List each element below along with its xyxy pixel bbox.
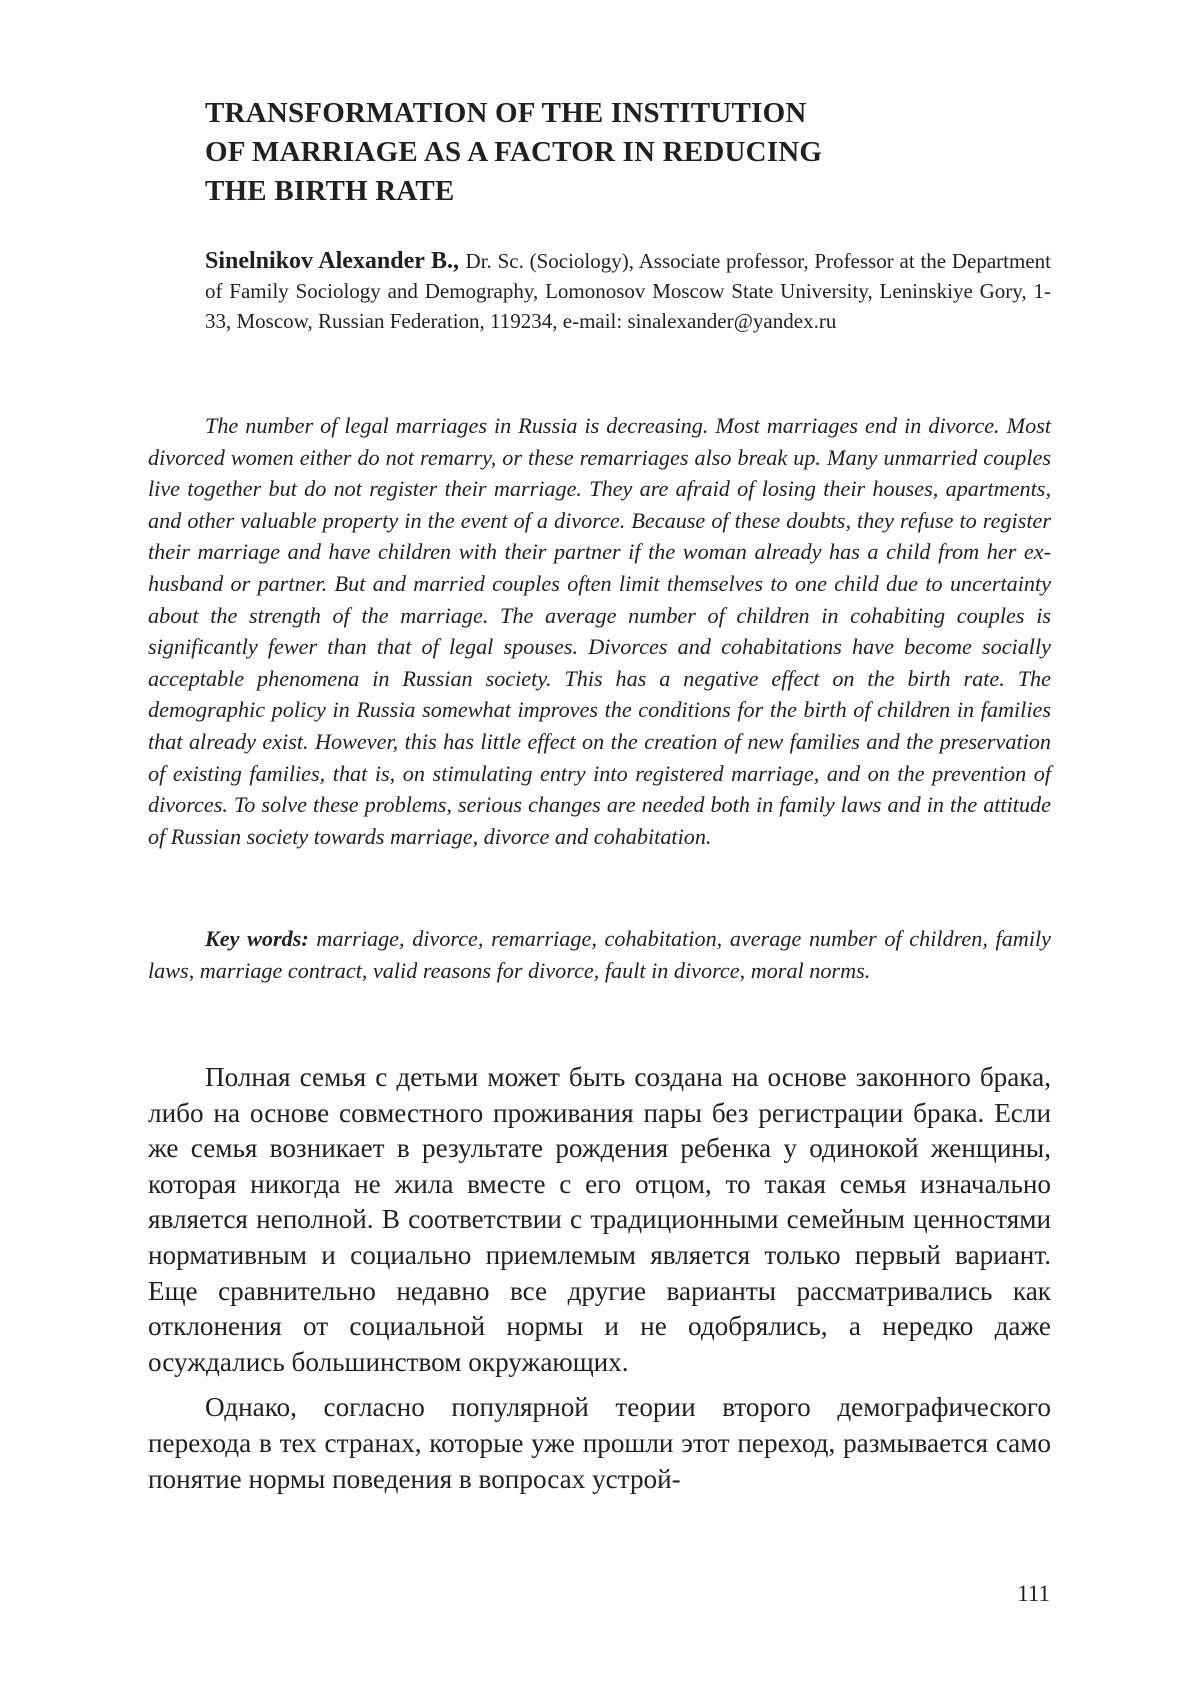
title-line: OF MARRIAGE AS A FACTOR IN REDUCING xyxy=(205,136,823,168)
author-name: Sinelnikov Alexander B., xyxy=(205,248,466,274)
author-block xyxy=(205,246,1051,336)
article-title xyxy=(205,94,985,211)
body-paragraph: Однако, согласно популярной теории второго демографического перехода в тех странах, которые уже прошли этот переход, размывается само понятие нормы поведения в вопросах устрой- xyxy=(148,1392,1051,1494)
keywords-text: marriage, divorce, remarriage, cohabitation, average number of children, family laws, marriage contract, valid reasons for divorce, fault in divorce, moral norms. xyxy=(148,926,1052,983)
abstract: The number of legal marriages in Russia is decreasing. Most marriages end in divorce. Most divorced women either do not remarry, or these remarriages also break up. Many unmarried couples live together but do not register their marriage. They are afraid of losing their houses, apartments, and other valuable property in the event of a divorce. Because of these doubts, they refuse to register their marriage and have children with their partner if the woman already has a child from her ex-husband or partner. But and married couples often limit themselves to one child due to uncertainty about the strength of the marriage. The average number of children in cohabiting couples is significantly fewer than that of legal spouses. Divorces and cohabitations have become socially acceptable phenomena in Russian society. This has a negative effect on the birth rate. The demographic policy in Russia somewhat improves the conditions for the birth of children in families that already exist. However, this has little effect on the creation of new families and the preservation of existing families, that is, on stimulating entry into registered marriage, and on the prevention of divorces. To solve these problems, serious changes are needed both in family laws and in the attitude of Russian society towards marriage, divorce and cohabitation. xyxy=(148,413,1051,849)
body-text xyxy=(148,1060,1051,1507)
author-affiliation: Dr. Sc. (Sociology), Associate professor, Professor at the Department of Family Sociology and Demography, Lomonosov Moscow State University, Leninskiye Gory, 1-33, Moscow, Russian Federation, 119234, e-mail: sinalexander@yandex.ru xyxy=(205,249,1051,333)
title-line: THE BIRTH RATE xyxy=(205,175,455,207)
body-paragraph: Полная семья с детьми может быть создана на основе законного брака, либо на основе совместного проживания пары без регистрации брака. Если же семья возникает в результате рождения ребенка у одинокой женщины, которая никогда не жила вместе с его отцом, то такая семья изначально является неполной. В соответствии с традиционными семейным ценностями нормативным и социально приемлемым является только первый вариант. Еще сравнительно недавно все другие варианты рассматривались как отклонения от социальной нормы и не одобрялись, а нередко даже осуждались большинством окружающих. xyxy=(148,1062,1051,1377)
title-line: TRANSFORMATION OF THE INSTITUTION xyxy=(205,97,807,129)
page-number: 111 xyxy=(1017,1581,1050,1606)
keywords-label: Key words: xyxy=(205,926,317,951)
keywords xyxy=(148,923,1051,986)
